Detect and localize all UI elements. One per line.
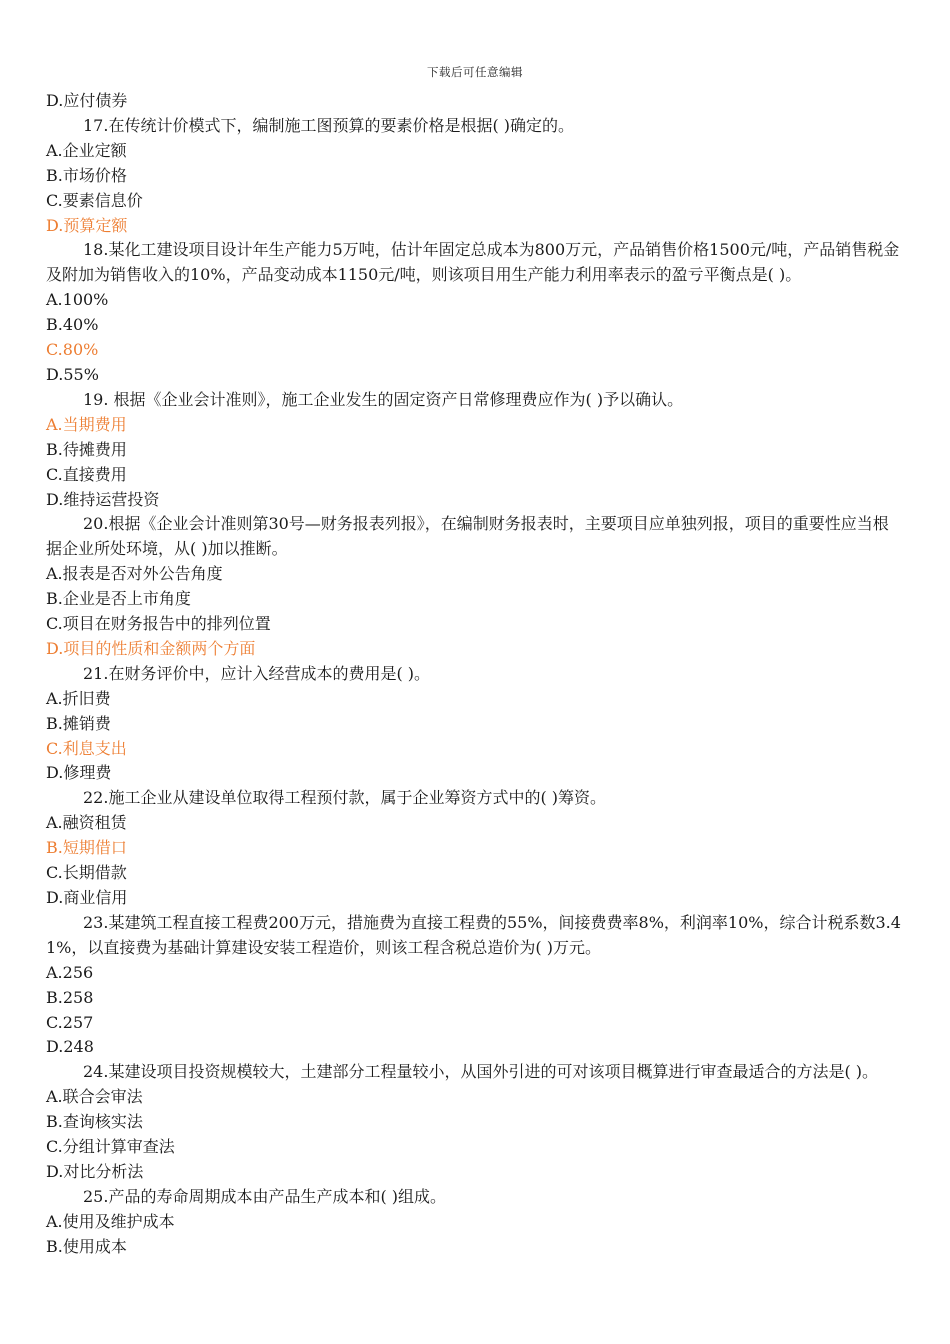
option-text: B.摊销费 [46, 713, 111, 733]
option-text: D.修理费 [46, 763, 112, 783]
answer-option: C.80% [46, 340, 99, 360]
option-text: C.项目在财务报告中的排列位置 [46, 614, 271, 634]
answer-option: A.当期费用 [46, 414, 127, 434]
option-text: A.报表是否对外公告角度 [46, 564, 223, 584]
option-text: D.维持运营投资 [46, 489, 160, 509]
answer-option: B.短期借口 [46, 838, 127, 858]
option-text: B.企业是否上市角度 [46, 589, 191, 609]
option-text: C.257 [46, 1012, 94, 1032]
page-header: 下载后可任意编辑 [427, 65, 523, 79]
option-text: C.分组计算审查法 [46, 1137, 175, 1157]
document-body [46, 89, 904, 1260]
option-text: D.商业信用 [46, 888, 128, 907]
question-text: 19. 根据《企业会计准则》，施工企业发生的固定资产日常修理费应作为( )予以确认。 [83, 389, 684, 409]
option-text: D.248 [46, 1037, 94, 1057]
option-text: A.企业定额 [46, 140, 127, 160]
option-text: D.应付债券 [46, 91, 128, 110]
option-text: C.长期借款 [46, 863, 127, 883]
option-text: B.查询核实法 [46, 1112, 143, 1132]
option-text: A.折旧费 [46, 688, 111, 708]
answer-option: C.利息支出 [46, 738, 127, 758]
option-text: B.258 [46, 987, 94, 1007]
question-text: 20.根据《企业会计准则第30号—财务报表列报》，在编制财务报表时，主要项目应单独列报，项目的重要性应当根据企业所处环境，从( )加以推断。 [46, 514, 889, 559]
option-text: B.40% [46, 315, 99, 335]
option-text: D.对比分析法 [46, 1161, 144, 1181]
option-text: A.融资租赁 [46, 813, 127, 833]
option-text: B.市场价格 [46, 165, 127, 185]
answer-option: D.预算定额 [46, 215, 128, 235]
option-text: A.100% [46, 290, 109, 310]
option-text: B.待摊费用 [46, 439, 127, 459]
question-text: 18.某化工建设项目设计年生产能力5万吨，估计年固定总成本为800万元，产品销售价格1500元/吨，产品销售税金及附加为销售收入的10%，产品变动成本1150元/吨，则该项目用生产能力利用率表示的盈亏平衡点是( )。 [46, 240, 900, 285]
option-text: A.256 [46, 962, 94, 982]
option-text: C.要素信息价 [46, 190, 143, 210]
option-text: A.使用及维护成本 [46, 1211, 175, 1231]
question-text: 24.某建设项目投资规模较大，土建部分工程量较小，从国外引进的可对该项目概算进行审查最适合的方法是( )。 [83, 1062, 879, 1082]
question-text: 22.施工企业从建设单位取得工程预付款，属于企业筹资方式中的( )筹资。 [83, 788, 607, 808]
option-text: D.55% [46, 364, 99, 384]
question-text: 21.在财务评价中，应计入经营成本的费用是( )。 [83, 663, 431, 683]
question-text: 25.产品的寿命周期成本由产品生产成本和( )组成。 [83, 1186, 447, 1206]
answer-option: D.项目的性质和金额两个方面 [46, 638, 256, 658]
option-text: A.联合会审法 [46, 1087, 143, 1107]
option-text: C.直接费用 [46, 464, 127, 484]
question-text: 23.某建筑工程直接工程费200万元，措施费为直接工程费的55%，间接费费率8%，利润率10%，综合计税系数3.41%，以直接费为基础计算建设安装工程造价，则该工程含税总造价为( )万元。 [46, 912, 901, 957]
option-text: B.使用成本 [46, 1236, 127, 1256]
question-text: 17.在传统计价模式下，编制施工图预算的要素价格是根据( )确定的。 [83, 115, 575, 135]
